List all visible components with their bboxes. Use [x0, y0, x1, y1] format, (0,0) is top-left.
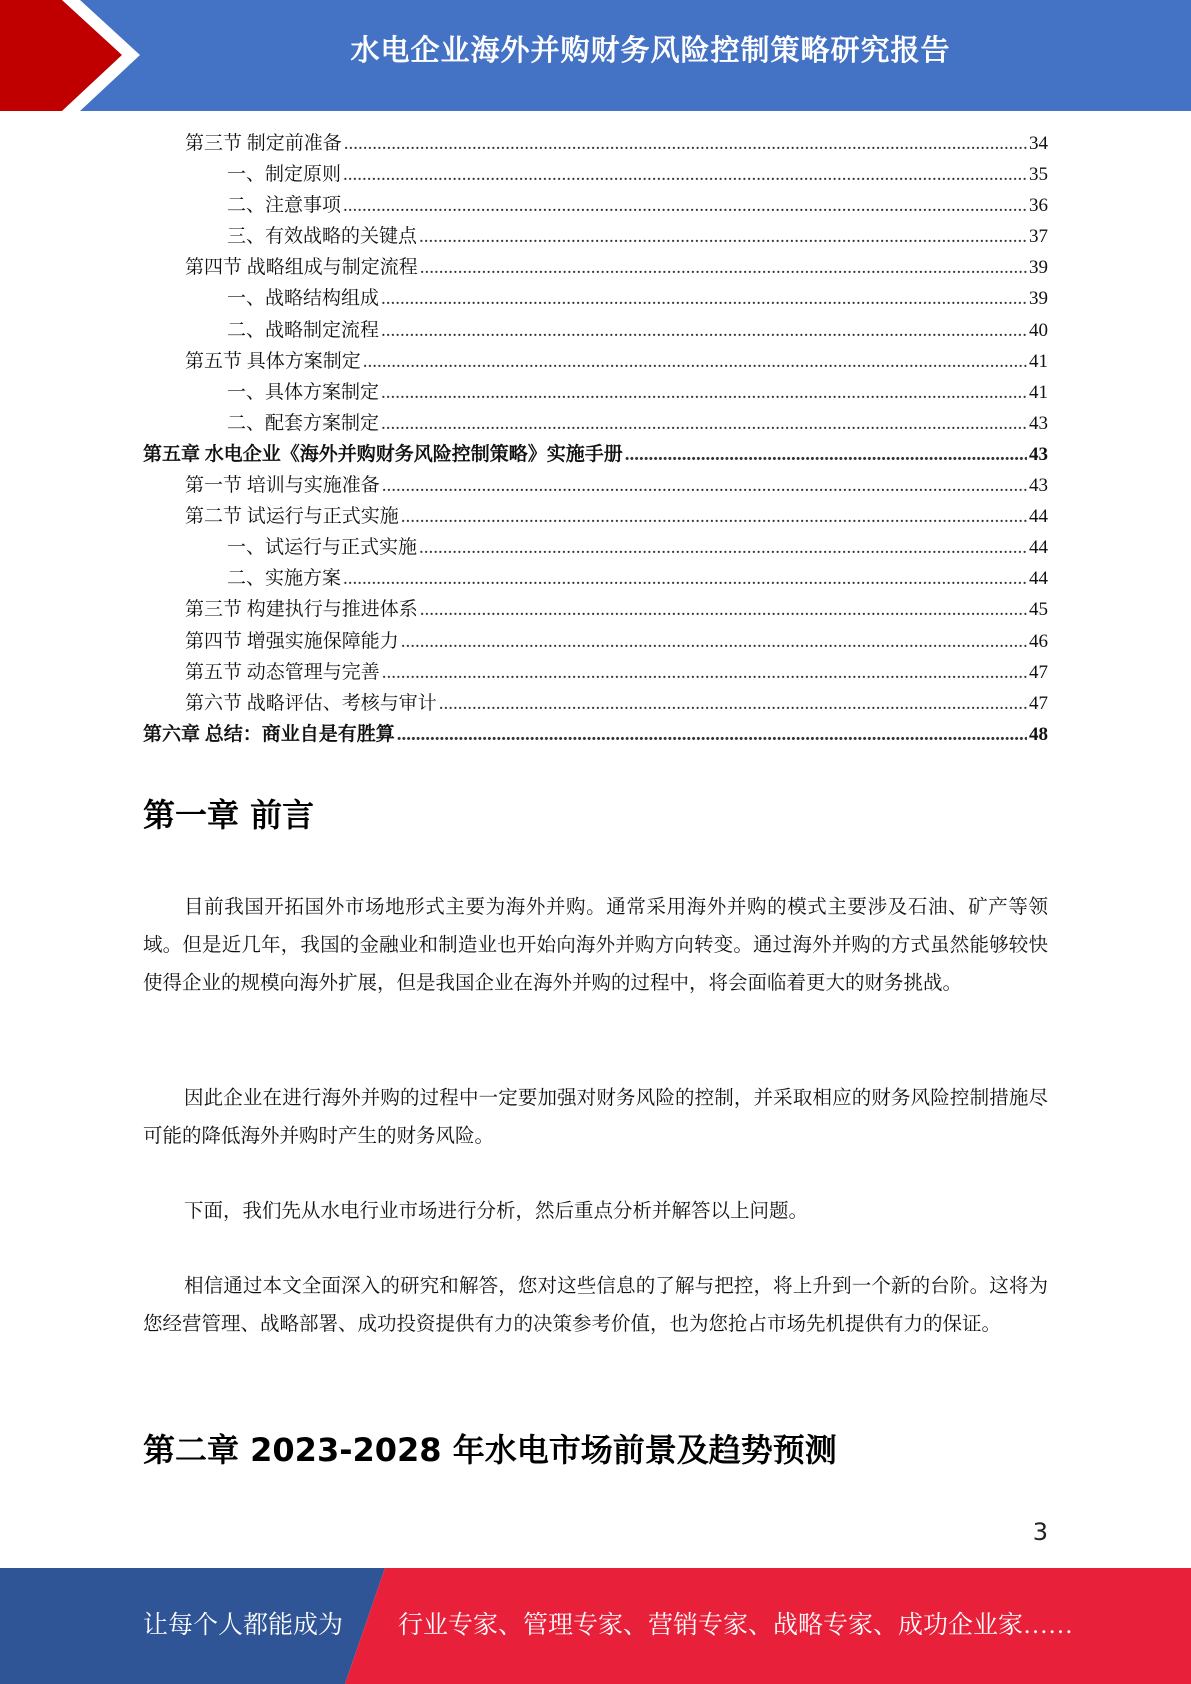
toc-entry-page: 45 — [1029, 599, 1048, 621]
toc-entry-text: 三、有效战略的关键点 — [227, 226, 418, 248]
table-of-contents — [143, 128, 1048, 750]
paragraph: 目前我国开拓国外市场地形式主要为海外并购。通常采用海外并购的模式主要涉及石油、矿产等领域。但是近几年，我国的金融业和制造业也开始向海外并购方向转变。通过海外并购的方式虽然能够较快使得企业的规模向海外扩展，但是我国企业在海外并购的过程中，将会面临着更大的财务挑战。 — [143, 897, 1048, 994]
toc-entry-text: 第五节 具体方案制定 — [185, 350, 361, 372]
toc-dot-leader — [419, 537, 1027, 559]
toc-dot-leader — [363, 351, 1027, 373]
toc-entry[interactable] — [143, 501, 1048, 532]
toc-entry-page: 41 — [1029, 350, 1048, 372]
toc-dot-leader — [344, 133, 1027, 155]
toc-entry-text: 第五章 水电企业《海外并购财务风险控制策略》实施手册 — [143, 443, 623, 465]
toc-entry-page: 47 — [1029, 692, 1048, 714]
toc-entry[interactable] — [143, 221, 1048, 252]
toc-dot-leader — [343, 164, 1027, 186]
toc-entry-text: 一、制定原则 — [227, 164, 342, 186]
toc-entry[interactable] — [143, 408, 1048, 439]
toc-entry-text: 二、配套方案制定 — [227, 412, 380, 434]
toc-entry-page: 44 — [1029, 506, 1048, 528]
toc-dot-leader — [420, 599, 1027, 621]
toc-entry[interactable] — [143, 377, 1048, 408]
toc-dot-leader — [419, 226, 1027, 248]
toc-dot-leader — [401, 506, 1027, 528]
toc-entry-text: 二、实施方案 — [227, 568, 342, 590]
page-number: 3 — [1032, 1518, 1048, 1546]
toc-entry-text: 第三节 构建执行与推进体系 — [185, 599, 418, 621]
chapter-1-title: 第一章 前言 — [143, 796, 315, 834]
toc-dot-leader — [397, 724, 1027, 746]
toc-entry-page: 36 — [1029, 195, 1048, 217]
toc-dot-leader — [382, 475, 1027, 497]
toc-entry[interactable] — [143, 190, 1048, 221]
toc-dot-leader — [343, 195, 1027, 217]
toc-entry-page: 40 — [1029, 319, 1048, 341]
toc-entry[interactable] — [143, 470, 1048, 501]
toc-entry[interactable] — [143, 315, 1048, 346]
toc-entry[interactable] — [143, 439, 1048, 470]
toc-entry[interactable] — [143, 719, 1048, 750]
paragraph: 因此企业在进行海外并购的过程中一定要加强对财务风险的控制，并采取相应的财务风险控制措施尽可能的降低海外并购时产生的财务风险。 — [143, 1088, 1048, 1147]
footer-slogan-right: 行业专家、管理专家、营销专家、战略专家、成功企业家…… — [398, 1612, 1074, 1639]
toc-entry-text: 一、试运行与正式实施 — [227, 537, 418, 559]
toc-dot-leader — [381, 320, 1027, 342]
toc-entry-text: 二、注意事项 — [227, 195, 342, 217]
toc-entry[interactable] — [143, 128, 1048, 159]
toc-entry-page: 37 — [1029, 226, 1048, 248]
toc-entry-page: 43 — [1029, 443, 1048, 465]
toc-entry-page: 35 — [1029, 164, 1048, 186]
toc-entry-text: 第五节 动态管理与完善 — [185, 661, 380, 683]
toc-entry-text: 第六节 战略评估、考核与审计 — [185, 692, 437, 714]
toc-entry-page: 43 — [1029, 475, 1048, 497]
chapter-2-title: 第二章 2023-2028 年水电市场前景及趋势预测 — [143, 1431, 837, 1469]
toc-entry-page: 47 — [1029, 661, 1048, 683]
toc-dot-leader — [420, 257, 1027, 279]
toc-entry-text: 第四节 战略组成与制定流程 — [185, 257, 418, 279]
toc-entry-page: 39 — [1029, 288, 1048, 310]
toc-entry-text: 一、具体方案制定 — [227, 381, 380, 403]
toc-entry-page: 44 — [1029, 537, 1048, 559]
toc-entry-page: 34 — [1029, 133, 1048, 154]
header-banner — [0, 0, 1191, 111]
toc-entry-text: 第六章 总结：商业自是有胜算 — [143, 723, 395, 745]
toc-entry-page: 41 — [1029, 381, 1048, 403]
paragraph: 相信通过本文全面深入的研究和解答，您对这些信息的了解与把控，将上升到一个新的台阶。这将为您经营管理、战略部署、成功投资提供有力的决策参考价值，也为您抢占市场先机提供有力的保证。 — [143, 1276, 1048, 1335]
toc-dot-leader — [343, 568, 1027, 590]
toc-dot-leader — [625, 444, 1027, 466]
toc-dot-leader — [401, 631, 1027, 653]
toc-entry[interactable] — [143, 283, 1048, 314]
toc-entry-text: 第四节 增强实施保障能力 — [185, 630, 399, 652]
toc-dot-leader — [439, 693, 1027, 715]
toc-entry-page: 43 — [1029, 412, 1048, 434]
toc-entry[interactable] — [143, 626, 1048, 657]
toc-entry-text: 一、战略结构组成 — [227, 288, 380, 310]
toc-entry-text: 二、战略制定流程 — [227, 319, 380, 341]
toc-entry[interactable] — [143, 688, 1048, 719]
toc-entry-page: 46 — [1029, 630, 1048, 652]
footer-banner — [0, 1568, 1191, 1684]
report-title: 水电企业海外并购财务风险控制策略研究报告 — [350, 33, 951, 67]
toc-entry-page: 44 — [1029, 568, 1048, 590]
toc-dot-leader — [381, 382, 1027, 404]
toc-entry-text: 第一节 培训与实施准备 — [185, 475, 380, 497]
paragraph: 下面，我们先从水电行业市场进行分析，然后重点分析并解答以上问题。 — [184, 1201, 809, 1222]
toc-entry[interactable] — [143, 252, 1048, 283]
toc-entry[interactable] — [143, 159, 1048, 190]
toc-entry[interactable] — [143, 346, 1048, 377]
toc-dot-leader — [382, 662, 1027, 684]
toc-entry[interactable] — [143, 563, 1048, 594]
toc-entry-page: 39 — [1029, 257, 1048, 279]
toc-dot-leader — [381, 413, 1027, 435]
toc-entry-page: 48 — [1029, 723, 1048, 745]
toc-entry[interactable] — [143, 532, 1048, 563]
toc-entry[interactable] — [143, 594, 1048, 625]
footer-slogan-left: 让每个人都能成为 — [143, 1612, 344, 1639]
header-arrow-decoration — [0, 0, 160, 111]
toc-entry-text: 第二节 试运行与正式实施 — [185, 506, 399, 528]
toc-dot-leader — [381, 288, 1027, 310]
toc-entry-text: 第三节 制定前准备 — [185, 133, 342, 154]
toc-entry[interactable] — [143, 657, 1048, 688]
